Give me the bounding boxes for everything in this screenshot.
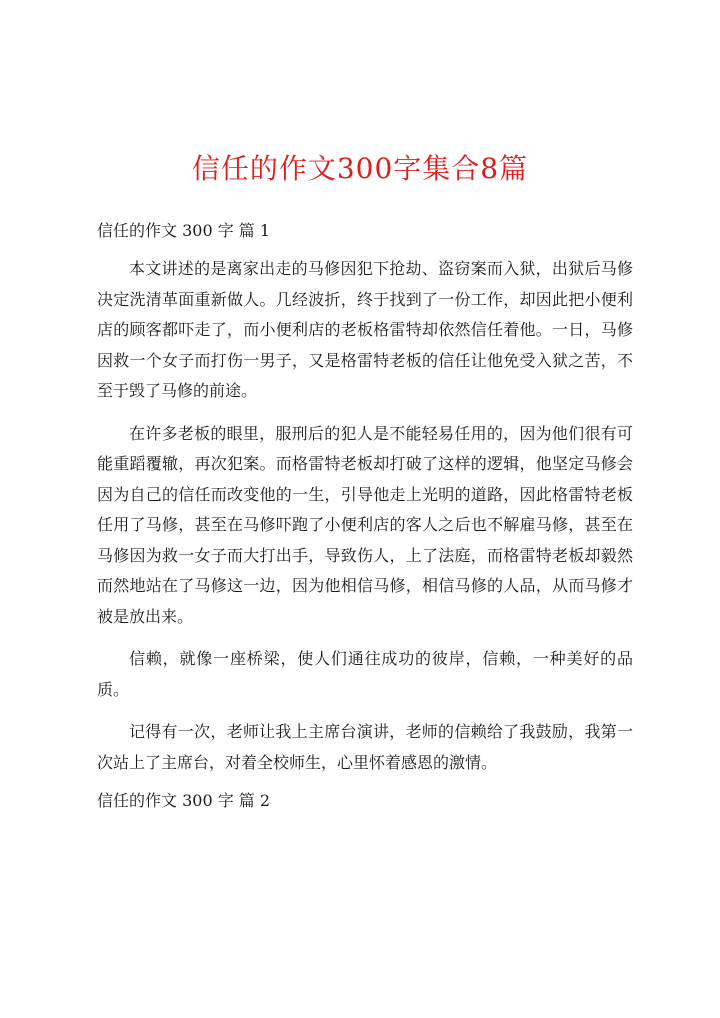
document-body: [97, 217, 633, 815]
page-title: 信任的作文300字集合8篇: [191, 152, 529, 185]
paragraph: 信赖，就像一座桥梁，使人们通往成功的彼岸，信赖，一种美好的品质。: [97, 649, 633, 699]
spacer: [97, 705, 633, 717]
paragraph: 记得有一次，老师让我上主席台演讲，老师的信赖给了我鼓励，我第一次站上了主席台，对着全校师生，心里怀着感恩的激情。: [97, 722, 633, 772]
spacer: [97, 778, 633, 787]
section-heading: 信任的作文 300 字 篇 2: [97, 791, 271, 810]
section-heading: 信任的作文 300 字 篇 1: [97, 221, 271, 240]
spacer: [97, 632, 633, 644]
spacer: [97, 245, 633, 254]
paragraph: 在许多老板的眼里，服刑后的犯人是不能轻易任用的，因为他们很有可能重蹈覆辙，再次犯案。而格雷特老板却打破了这样的逻辑，他坚定马修会因为自己的信任而改变他的一生，引导他走上光明的道路，因此格雷特老板任用了马修，甚至在马修吓跑了小便利店的客人之后也不解雇马修，甚至在马修因为救一女子而大打出手，导致伤人，上了法庭，而格雷特老板却毅然而然地站在了马修这一边，因为他相信马修，相信马修的人品，从而马修才被是放出来。: [97, 423, 633, 626]
paragraph: 本文讲述的是离家出走的马修因犯下抢劫、盗窃案而入狱，出狱后马修决定洗清革面重新做人。几经波折，终于找到了一份工作，却因此把小便利店的顾客都吓走了，而小便利店的老板格雷特却依然信任着他。一日，马修因救一个女子而打伤一男子，又是格雷特老板的信任让他免受入狱之苦，不至于毁了马修的前途。: [97, 259, 633, 400]
spacer: [97, 407, 633, 419]
